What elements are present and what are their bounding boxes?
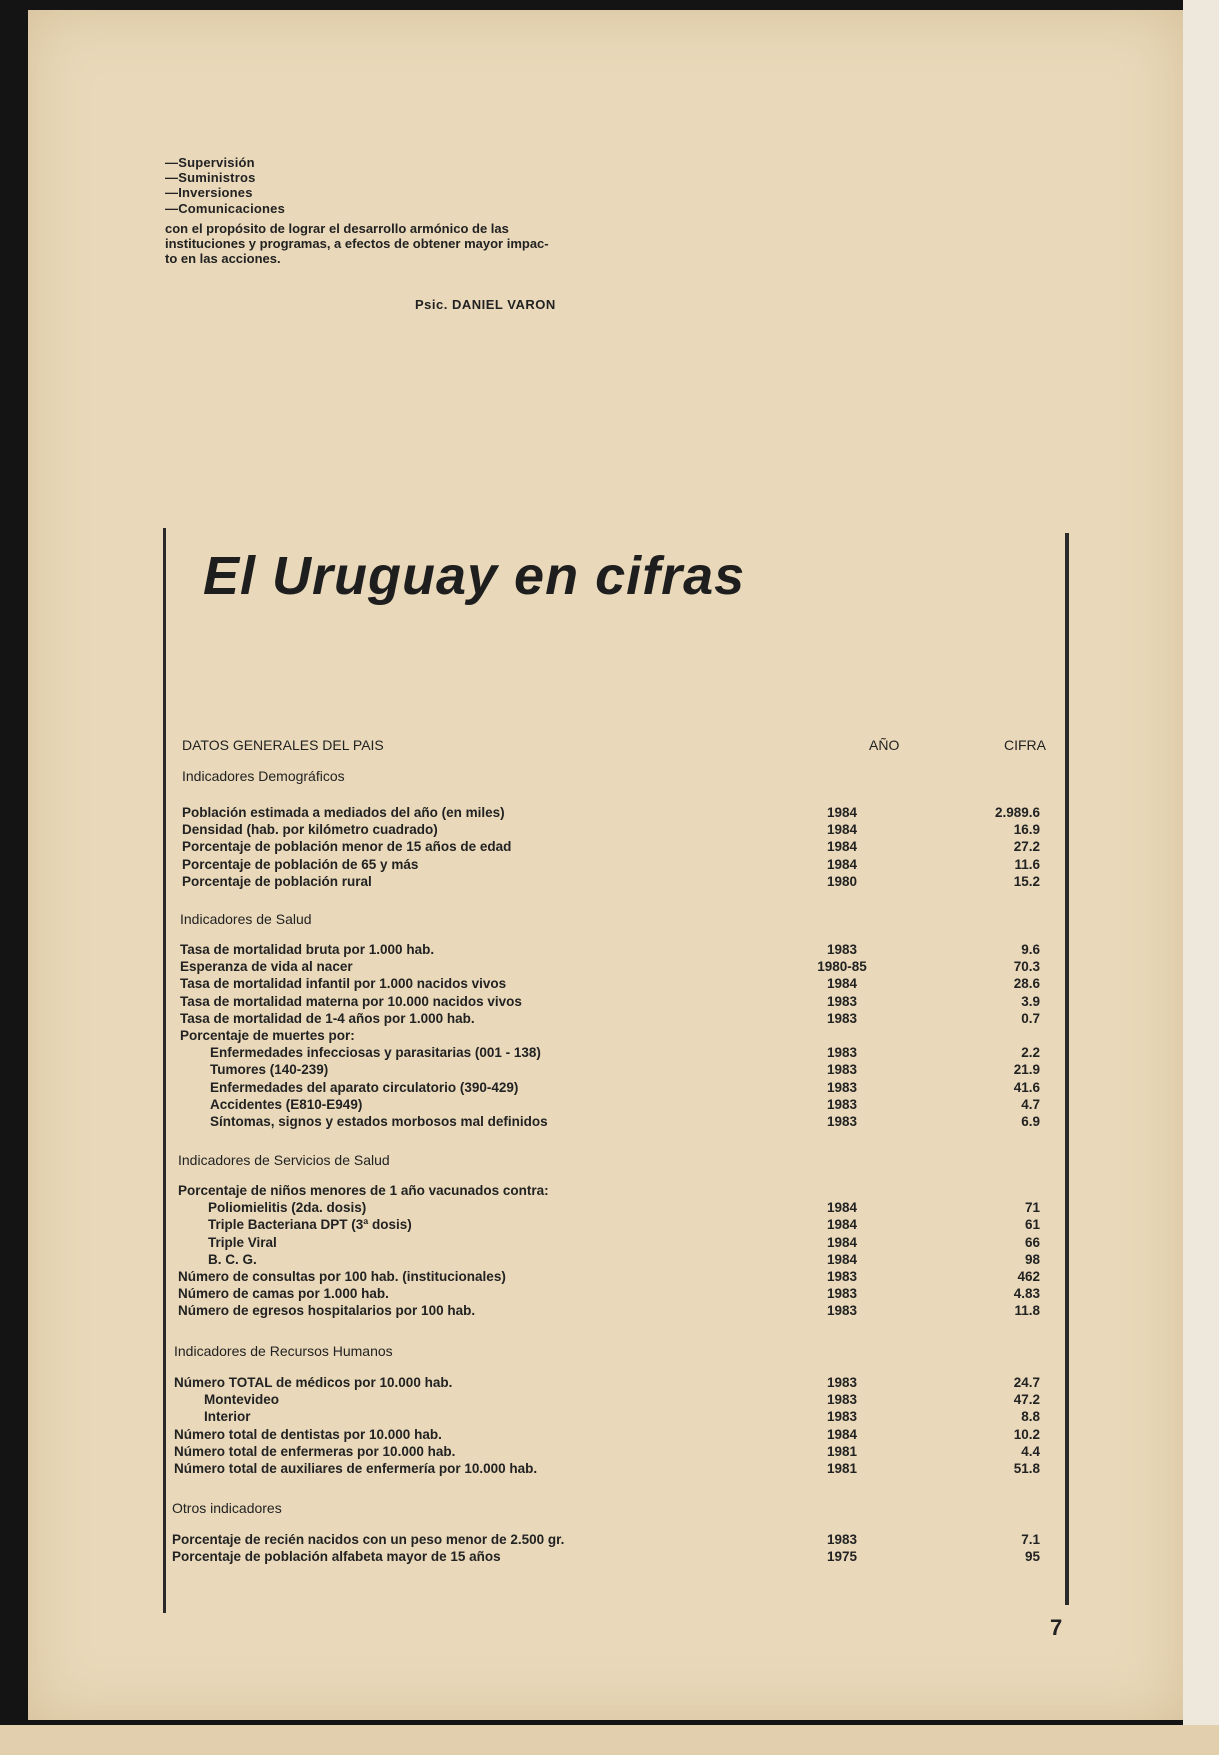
- section-title: Indicadores de Recursos Humanos: [174, 1343, 393, 1359]
- row-year: 1983: [826, 1062, 858, 1078]
- row-label: Accidentes (E810-E949): [210, 1096, 363, 1112]
- row-label: Porcentaje de población rural: [182, 873, 372, 889]
- row-value: 4.83: [1013, 1286, 1040, 1302]
- row-value: 462: [1017, 1269, 1040, 1284]
- row-value: 4.7: [1021, 1096, 1040, 1112]
- row-value: 70.3: [1013, 959, 1040, 975]
- row-year: 1981: [826, 1443, 858, 1459]
- row-label: Enfermedades del aparato circulatorio (390-429): [210, 1079, 519, 1095]
- row-value: 7.1: [1021, 1532, 1040, 1547]
- scan-bottom-margin: [0, 1725, 1219, 1755]
- table-row: [0, 1286, 1040, 1303]
- intro-paragraph-line: to en las acciones.: [165, 251, 281, 267]
- row-label: Número total de enfermeras por 10.000 hab.: [174, 1443, 456, 1459]
- row-year: 1983: [826, 942, 858, 957]
- table-header: [182, 737, 1054, 757]
- table-row: [0, 839, 1040, 856]
- row-year: 1983: [826, 1010, 858, 1026]
- row-year: 1980: [826, 873, 858, 889]
- intro-list-item: —Suministros: [165, 170, 256, 186]
- row-year: 1984: [826, 822, 858, 838]
- section-title: Indicadores de Servicios de Salud: [178, 1152, 390, 1168]
- row-year: 1984: [826, 1426, 858, 1442]
- row-value: 15.2: [1013, 873, 1040, 889]
- row-value: 2.989.6: [994, 805, 1040, 820]
- frame-right-rule: [1065, 533, 1069, 1605]
- row-value: 66: [1024, 1234, 1040, 1250]
- table-row: [0, 1392, 1040, 1409]
- row-value: 21.9: [1013, 1062, 1040, 1078]
- table-row: [0, 1303, 1040, 1320]
- scan-margin: [1183, 0, 1219, 1725]
- table-row: [0, 959, 1040, 976]
- row-value: 47.2: [1013, 1392, 1040, 1408]
- row-value: 0.7: [1021, 1010, 1040, 1026]
- row-label: Montevideo: [204, 1392, 280, 1408]
- row-label: Número total de auxiliares de enfermería por 10.000 hab.: [174, 1461, 538, 1476]
- row-year: 1983: [826, 1114, 858, 1129]
- row-label: Síntomas, signos y estados morbosos mal definidos: [210, 1114, 548, 1129]
- table-row: [0, 1200, 1040, 1217]
- row-label: Triple Viral: [208, 1234, 277, 1250]
- row-year: 1983: [826, 1096, 858, 1112]
- row-value: 8.8: [1021, 1409, 1040, 1425]
- row-value: 11.8: [1014, 1303, 1040, 1319]
- table-row: [0, 976, 1040, 993]
- section-title: Indicadores de Salud: [180, 911, 312, 927]
- row-label: Población estimada a mediados del año (en miles): [182, 805, 505, 820]
- row-year: 1981: [826, 1461, 858, 1476]
- table-row: [0, 1010, 1040, 1028]
- row-label: Porcentaje de población alfabeta mayor de 15 años: [172, 1549, 501, 1565]
- table-row: [0, 1234, 1040, 1252]
- row-value: 28.6: [1013, 976, 1040, 992]
- table-row: [0, 1028, 885, 1045]
- table-row: [0, 1114, 1040, 1131]
- row-label: Esperanza de vida al nacer: [180, 959, 353, 975]
- row-year: 1980-85: [817, 959, 867, 975]
- table-row: [0, 822, 1040, 839]
- intro-list-item: —Inversiones: [165, 185, 253, 201]
- row-value: 27.2: [1013, 839, 1040, 855]
- table-row: [0, 873, 1040, 891]
- table-row: [0, 1217, 1040, 1234]
- table-row: [0, 1461, 1040, 1478]
- row-value: 9.6: [1021, 942, 1040, 957]
- row-label: Porcentaje de población de 65 y más: [182, 856, 419, 872]
- intro-paragraph-line: instituciones y programas, a efectos de obtener mayor impac-: [165, 236, 549, 252]
- row-value: 2.2: [1021, 1045, 1040, 1061]
- row-year: 1983: [826, 1375, 858, 1390]
- page-number: 7: [1050, 1615, 1063, 1640]
- row-value: 6.9: [1021, 1114, 1040, 1129]
- row-label: Número de consultas por 100 hab. (institucionales): [178, 1269, 506, 1284]
- table-row: [0, 993, 1040, 1011]
- table-row: [0, 1183, 885, 1200]
- row-label: Triple Bacteriana DPT (3ª dosis): [208, 1217, 412, 1233]
- row-label: B. C. G.: [208, 1251, 257, 1267]
- row-value: 51.8: [1013, 1461, 1040, 1476]
- table-row: [0, 805, 1040, 822]
- table-row: [0, 1409, 1040, 1426]
- row-label: Tasa de mortalidad bruta por 1.000 hab.: [180, 942, 435, 957]
- section-title: Otros indicadores: [172, 1500, 282, 1516]
- intro-list-item: —Comunicaciones: [165, 200, 286, 216]
- row-label: Porcentaje de recién nacidos con un peso menor de 2.500 gr.: [172, 1532, 565, 1547]
- row-value: 24.7: [1013, 1375, 1040, 1390]
- row-year: 1983: [826, 1269, 858, 1284]
- row-value: 10.2: [1013, 1426, 1040, 1442]
- table-row: [0, 1375, 1040, 1392]
- row-year: 1984: [826, 805, 858, 820]
- table-row: [0, 1426, 1040, 1444]
- row-year: 1983: [826, 1392, 858, 1408]
- row-label: Porcentaje de población menor de 15 años de edad: [182, 839, 512, 855]
- row-year: 1984: [826, 1200, 858, 1216]
- row-year: 1984: [826, 1217, 858, 1233]
- row-value: 71: [1024, 1200, 1040, 1216]
- row-value: 3.9: [1021, 993, 1040, 1009]
- row-value: 4.4: [1021, 1443, 1040, 1459]
- intro-list-item: —Supervisión: [165, 155, 255, 170]
- row-label: Tumores (140-239): [210, 1062, 329, 1078]
- row-year: 1983: [826, 1409, 858, 1425]
- table-row: [0, 1532, 1040, 1549]
- signature: Psic. DANIEL VARON: [415, 297, 556, 312]
- row-value: 61: [1024, 1217, 1040, 1233]
- row-year: 1984: [826, 856, 858, 872]
- section-title: Indicadores Demográficos: [182, 768, 345, 784]
- intro-list: [165, 155, 625, 216]
- row-year: 1984: [826, 839, 858, 855]
- row-year: 1984: [826, 976, 858, 992]
- table-row: [0, 856, 1040, 874]
- row-year: 1983: [826, 1286, 858, 1302]
- row-value: 98: [1024, 1251, 1040, 1267]
- header-value: CIFRA: [1004, 737, 1046, 753]
- intro-block: [165, 155, 625, 266]
- row-value: 11.6: [1014, 856, 1040, 872]
- intro-paragraph-line: con el propósito de lograr el desarrollo armónico de las: [165, 220, 509, 236]
- row-year: 1983: [826, 1079, 858, 1095]
- row-label: Poliomielitis (2da. dosis): [208, 1200, 367, 1216]
- table-row: [0, 1549, 1040, 1566]
- row-label: Tasa de mortalidad de 1-4 años por 1.000 hab.: [180, 1010, 475, 1026]
- row-year: 1983: [826, 1532, 858, 1547]
- row-label: Enfermedades infecciosas y parasitarias (001 - 138): [210, 1045, 541, 1061]
- row-label: Número de egresos hospitalarios por 100 hab.: [178, 1303, 476, 1319]
- row-value: 41.6: [1013, 1079, 1040, 1095]
- row-value: 95: [1024, 1549, 1040, 1565]
- table-row: [0, 1096, 1040, 1114]
- row-label: Interior: [204, 1409, 251, 1425]
- row-year: 1975: [826, 1549, 858, 1565]
- row-year: 1983: [826, 993, 858, 1009]
- intro-paragraph: [165, 221, 625, 267]
- row-year: 1983: [826, 1303, 858, 1319]
- table-row: [0, 1045, 1040, 1062]
- table-row: [0, 1079, 1040, 1097]
- row-year: 1984: [826, 1234, 858, 1250]
- table-row: [0, 1251, 1040, 1269]
- row-label: Porcentaje de muertes por:: [180, 1028, 355, 1043]
- table-row: [0, 1062, 1040, 1079]
- row-label: Número total de dentistas por 10.000 hab.: [174, 1426, 442, 1442]
- row-label: Densidad (hab. por kilómetro cuadrado): [182, 822, 438, 838]
- row-value: 16.9: [1013, 822, 1040, 838]
- table-row: [0, 942, 1040, 959]
- header-label: DATOS GENERALES DEL PAIS: [182, 737, 384, 753]
- row-year: 1983: [826, 1045, 858, 1061]
- row-label: Tasa de mortalidad materna por 10.000 nacidos vivos: [180, 993, 522, 1009]
- row-label: Tasa de mortalidad infantil por 1.000 nacidos vivos: [180, 976, 507, 992]
- row-label: Número de camas por 1.000 hab.: [178, 1286, 389, 1302]
- row-label: Porcentaje de niños menores de 1 año vacunados contra:: [178, 1183, 549, 1198]
- table-row: [0, 1269, 1040, 1286]
- page-title: El Uruguay en cifras: [203, 546, 746, 606]
- table-row: [0, 1443, 1040, 1461]
- header-year: AÑO: [869, 737, 900, 753]
- row-label: Número TOTAL de médicos por 10.000 hab.: [174, 1375, 453, 1390]
- row-year: 1984: [826, 1251, 858, 1267]
